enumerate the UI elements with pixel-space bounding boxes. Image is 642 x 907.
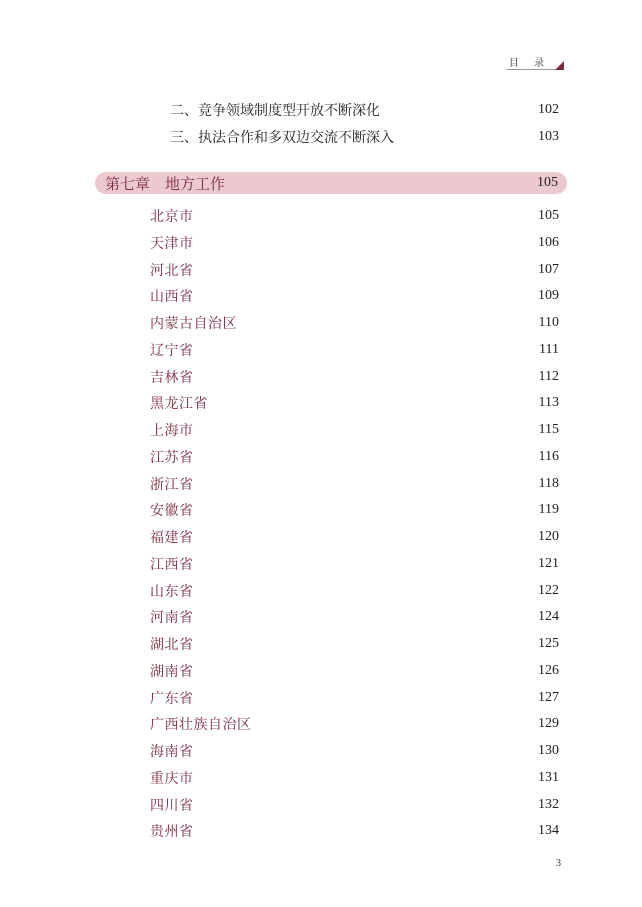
toc-entry-label: 福建省	[150, 530, 194, 546]
toc-entry-label: 山西省	[150, 289, 194, 305]
toc-chapter-bar[interactable]	[95, 172, 567, 194]
toc-entry-row[interactable]	[150, 447, 559, 467]
toc-page-number: 115	[538, 422, 559, 437]
toc-page-number: 125	[538, 636, 559, 651]
toc-page-number: 110	[538, 315, 559, 330]
toc-page-number: 106	[538, 235, 559, 250]
toc-page-number: 112	[538, 369, 559, 384]
toc-entry-label: 山东省	[150, 584, 194, 600]
toc-page-number: 122	[538, 583, 559, 598]
toc-page-number: 107	[538, 262, 559, 277]
toc-entry-label: 上海市	[150, 423, 194, 439]
page-number: 3	[556, 858, 561, 869]
toc-entry-label: 贵州省	[150, 824, 194, 840]
toc-entry-label: 吉林省	[150, 370, 194, 386]
toc-entry-row[interactable]	[150, 500, 559, 520]
toc-entry-row[interactable]	[150, 688, 559, 708]
toc-entry-label: 湖北省	[150, 637, 194, 653]
toc-page-number: 134	[538, 823, 559, 838]
toc-section-label: 二、竞争领域制度型开放不断深化	[170, 103, 380, 119]
toc-entry-row[interactable]	[150, 233, 559, 253]
toc-entry-label: 江苏省	[150, 450, 194, 466]
toc-page-number: 103	[538, 129, 559, 144]
toc-page-number: 109	[538, 288, 559, 303]
toc-page-number: 129	[538, 716, 559, 731]
header-title: 目 录	[508, 58, 550, 69]
toc-entry-row[interactable]	[150, 607, 559, 627]
toc-entry-label: 浙江省	[150, 477, 194, 493]
toc-entry-label: 广东省	[150, 691, 194, 707]
toc-page-number: 130	[538, 743, 559, 758]
toc-page-number: 132	[538, 797, 559, 812]
toc-section-row[interactable]	[170, 100, 559, 120]
running-header	[506, 54, 564, 70]
toc-entry-row[interactable]	[150, 313, 559, 333]
toc-entry-row[interactable]	[150, 581, 559, 601]
toc-page-number: 124	[538, 609, 559, 624]
chapter-page-number: 105	[537, 175, 558, 190]
toc-entry-label: 辽宁省	[150, 343, 194, 359]
toc-entry-row[interactable]	[150, 420, 559, 440]
toc-entry-label: 内蒙古自治区	[150, 316, 237, 332]
toc-page-number: 126	[538, 663, 559, 678]
toc-entry-label: 天津市	[150, 236, 194, 252]
toc-section-label: 三、执法合作和多双边交流不断深入	[170, 130, 394, 146]
toc-entry-row[interactable]	[150, 367, 559, 387]
toc-entry-row[interactable]	[150, 634, 559, 654]
toc-entry-label: 广西壮族自治区	[150, 717, 252, 733]
toc-entry-label: 海南省	[150, 744, 194, 760]
toc-entry-label: 河北省	[150, 263, 194, 279]
toc-entry-label: 河南省	[150, 610, 194, 626]
toc-page-number: 118	[538, 476, 559, 491]
toc-page-number: 102	[538, 102, 559, 117]
toc-entry-row[interactable]	[150, 340, 559, 360]
toc-entry-label: 黑龙江省	[150, 396, 208, 412]
toc-entry-row[interactable]	[150, 527, 559, 547]
toc-page-number: 121	[538, 556, 559, 571]
toc-page-number: 113	[538, 395, 559, 410]
toc-page-number: 105	[538, 208, 559, 223]
toc-page-number: 127	[538, 690, 559, 705]
toc-entry-row[interactable]	[150, 286, 559, 306]
toc-entry-row[interactable]	[150, 206, 559, 226]
toc-entry-row[interactable]	[150, 661, 559, 681]
toc-entry-label: 江西省	[150, 557, 194, 573]
toc-entry-label: 北京市	[150, 209, 194, 225]
toc-entry-label: 四川省	[150, 798, 194, 814]
chapter-title: 第七章 地方工作	[105, 174, 226, 193]
toc-entry-row[interactable]	[150, 260, 559, 280]
toc-entry-label: 重庆市	[150, 771, 194, 787]
toc-entry-row[interactable]	[150, 554, 559, 574]
toc-entry-row[interactable]	[150, 768, 559, 788]
toc-entry-row[interactable]	[150, 474, 559, 494]
toc-page-number: 119	[538, 502, 559, 517]
toc-entry-row[interactable]	[150, 795, 559, 815]
toc-page-number: 120	[538, 529, 559, 544]
toc-entry-label: 安徽省	[150, 503, 194, 519]
toc-page-number: 111	[539, 342, 559, 357]
toc-entry-row[interactable]	[150, 714, 559, 734]
toc-page-number: 116	[538, 449, 559, 464]
corner-triangle-icon	[555, 61, 564, 70]
toc-page-number: 131	[538, 770, 559, 785]
toc-entry-row[interactable]	[150, 393, 559, 413]
toc-entry-label: 湖南省	[150, 664, 194, 680]
toc-entry-row[interactable]	[150, 821, 559, 841]
toc-entry-row[interactable]	[150, 741, 559, 761]
toc-section-row[interactable]	[170, 127, 559, 147]
